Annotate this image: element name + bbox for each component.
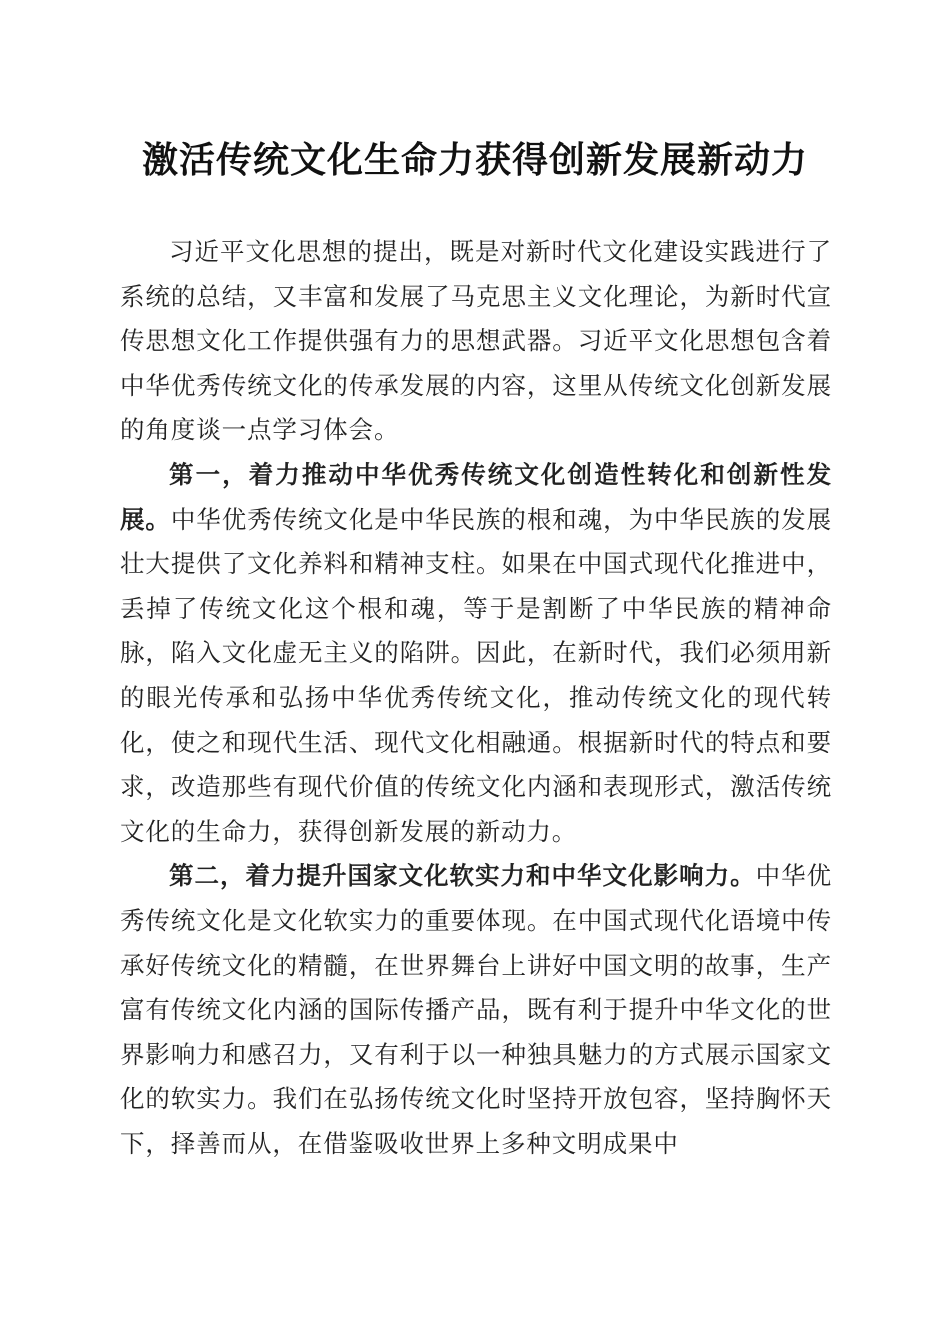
paragraph-text: 中华优秀传统文化是中华民族的根和魂，为中华民族的发展壮大提供了文化养料和精神支柱。如果在中国式现代化推进中，丢掉了传统文化这个根和魂，等于是割断了中华民族的精神命脉，陷入文化虚无主义的陷阱。因此，在新时代，我们必须用新的眼光传承和弘扬中华优秀传统文化，推动传统文化的现代转化，使之和现代生活、现代文化相融通。根据新时代的特点和要求，改造那些有现代价值的传统文化内涵和表现形式，激活传统文化的生命力，获得创新发展的新动力。 [120,504,832,846]
paragraph-point-one [120,453,832,854]
paragraph-text: 中华优秀传统文化是文化软实力的重要体现。在中国式现代化语境中传承好传统文化的精髓，在世界舞台上讲好中国文明的故事，生产富有传统文化内涵的国际传播产品，既有利于提升中华文化的世界影响力和感召力，又有利于以一种独具魅力的方式展示国家文化的软实力。我们在弘扬传统文化时坚持开放包容，坚持胸怀天下，择善而从，在借鉴吸收世界上多种文明成果中 [120,861,833,1158]
paragraph-lead: 第二，着力提升国家文化软实力和中华文化影响力。 [169,861,756,891]
paragraph-text: 习近平文化思想的提出，既是对新时代文化建设实践进行了系统的总结，又丰富和发展了马克思主义文化理论，为新时代宣传思想文化工作提供强有力的思想武器。习近平文化思想包含着中华优秀传统文化的传承发展的内容，这里从传统文化创新发展的角度谈一点学习体会。 [120,237,832,445]
paragraph-intro [120,230,832,453]
document-body [120,230,832,1166]
paragraph-lead: 第一，着力推动中华优秀传统文化创造性转化和创新性发展。 [120,459,832,534]
paragraph-point-two [120,854,832,1166]
document-title: 激活传统文化生命力获得创新发展新动力 [141,139,808,181]
